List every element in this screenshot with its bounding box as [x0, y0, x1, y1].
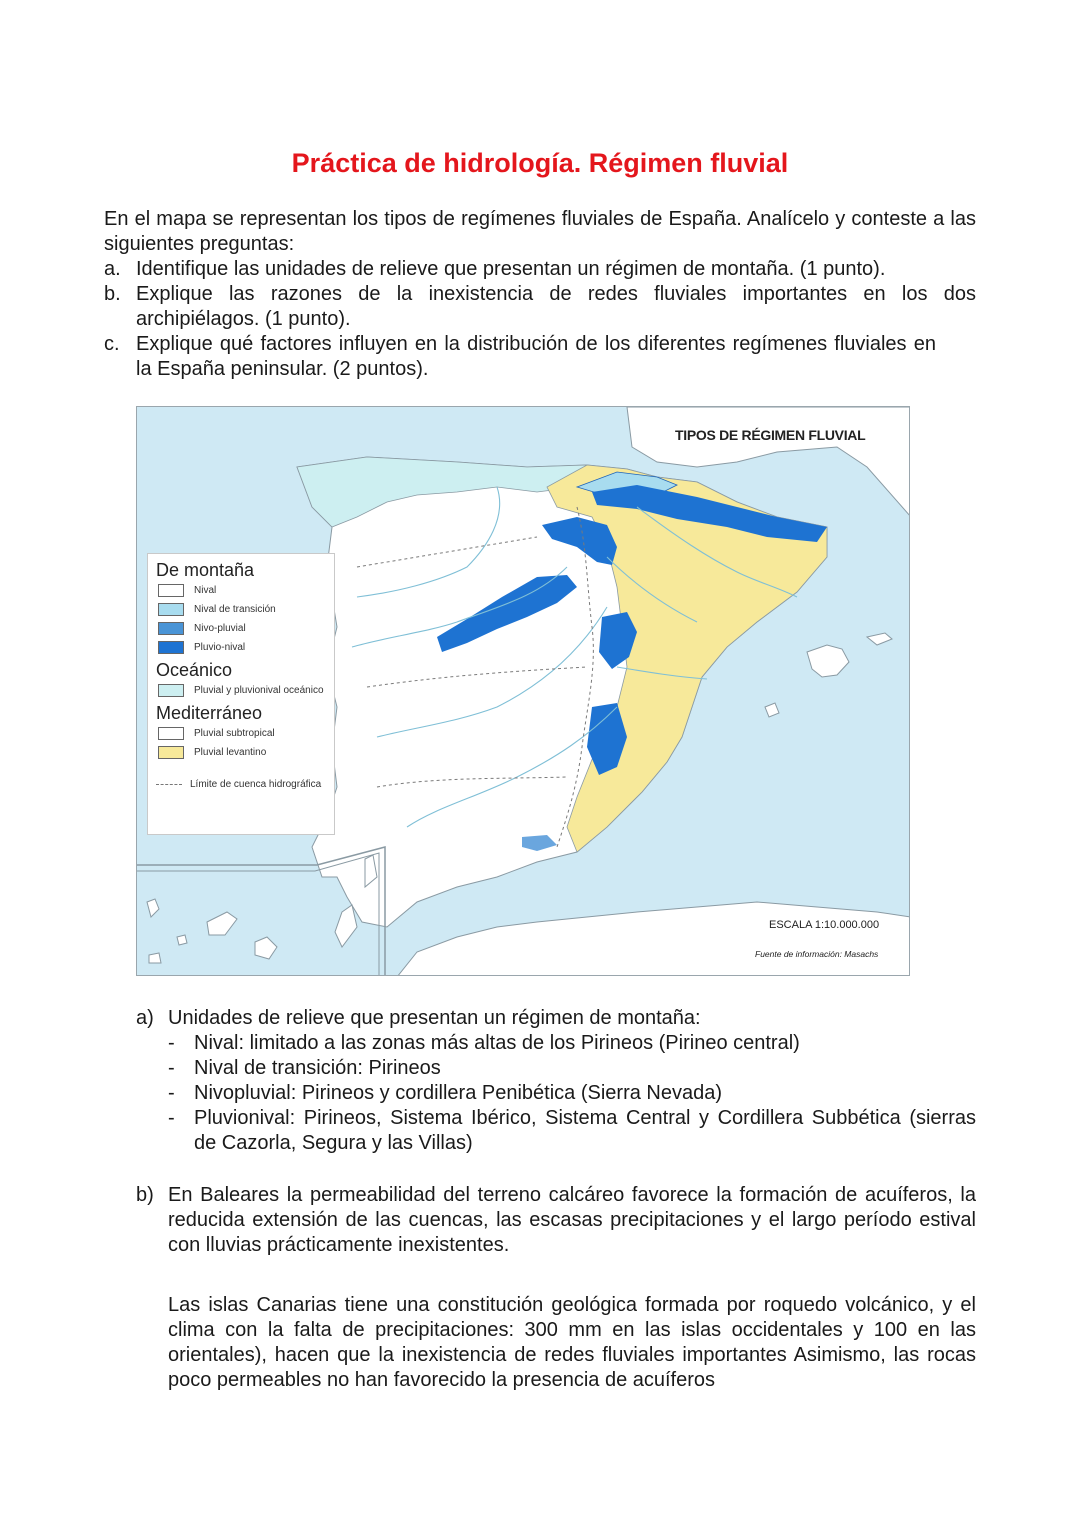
bullet-text: Nivopluvial: Pirineos y cordillera Penibética (Sierra Nevada) [194, 1082, 723, 1104]
answer-bullet [168, 1056, 976, 1081]
question-b [104, 282, 976, 332]
legend-label: Nival [194, 585, 217, 596]
answer-text: Unidades de relieve que presentan un régimen de montaña: [168, 1007, 701, 1029]
answer-text: En Baleares la permeabilidad del terreno calcáreo favorece la formación de acuíferos, la reducida extensión de las cuencas, las escasas precipitaciones y el largo período estival con lluvias prácticamente inexistentes. [168, 1184, 976, 1256]
fluvial-regime-map [136, 406, 910, 976]
legend-group-mediterraneo: Mediterráneo [156, 703, 263, 723]
legend-swatch [158, 641, 184, 654]
bullet-text: Nival: limitado a las zonas más altas de los Pirineos (Pirineo central) [194, 1032, 800, 1054]
legend-label: Nival de transición [194, 604, 276, 615]
bullet-text: Nival de transición: Pirineos [194, 1057, 441, 1079]
legend-label: Límite de cuenca hidrográfica [190, 779, 322, 790]
map-title: TIPOS DE RÉGIMEN FLUVIAL [675, 427, 866, 443]
dashed-line-icon [156, 784, 182, 785]
question-letter: c. [104, 333, 120, 355]
legend-swatch [158, 746, 184, 759]
legend-item-basin-limit [156, 779, 326, 790]
question-text: Identifique las unidades de relieve que presentan un régimen de montaña. (1 punto). [136, 258, 886, 280]
answer-bullet [168, 1081, 976, 1106]
legend-item-nival-transicion [158, 603, 326, 616]
bullet-text: Pluvionival: Pirineos, Sistema Ibérico, Sistema Central y Cordillera Subbética (sierras de Cazorla, Segura y las Villas) [194, 1107, 976, 1154]
question-text: Explique las razones de la inexistencia de redes fluviales importantes en los dos archipiélagos. (1 punto). [136, 283, 976, 330]
answer-b-canarias: Las islas Canarias tiene una constitución geológica formada por roquedo volcánico, y el clima con la falta de precipitaciones: 300 mm en las islas occidentales y 100 en las orientales), hacen que la inexistencia de redes fluviales importantes Asimismo, las rocas poco permeables no han favorecido la presencia de acuíferos [168, 1294, 976, 1391]
answer-a-heading [136, 1006, 976, 1031]
menorca [867, 633, 892, 645]
legend-group-montana: De montaña [156, 560, 255, 580]
legend-label: Pluvio-nival [194, 642, 246, 653]
legend-item-nival [158, 584, 326, 597]
answer-letter: a) [136, 1007, 154, 1029]
answer-letter: b) [136, 1184, 154, 1206]
ibiza [765, 703, 779, 717]
legend-item-pluvial-subtropical [158, 727, 326, 740]
africa-land [397, 902, 910, 976]
legend-label: Pluvial levantino [194, 747, 267, 758]
legend-swatch [158, 603, 184, 616]
answer-bullet [168, 1106, 976, 1156]
legend-swatch [158, 622, 184, 635]
question-letter: a. [104, 258, 121, 280]
question-list [104, 257, 976, 382]
legend-group-oceanico: Oceánico [156, 660, 233, 680]
map-source: Fuente de información: Masachs [755, 949, 879, 959]
mallorca [807, 645, 849, 677]
question-c [104, 332, 976, 382]
legend-swatch [158, 584, 184, 597]
legend-label: Pluvial y pluvionival oceánico [194, 685, 324, 696]
map-scale: ESCALA 1:10.000.000 [769, 919, 880, 931]
legend-item-nivo-pluvial [158, 622, 326, 635]
bullet-dash: - [168, 1082, 175, 1104]
bullet-dash: - [168, 1032, 175, 1054]
map-legend [147, 553, 335, 835]
answer-bullet [168, 1031, 976, 1056]
legend-item-pluvial-oceanico [158, 684, 326, 697]
legend-label: Nivo-pluvial [194, 623, 246, 634]
legend-item-pluvio-nival [158, 641, 326, 654]
legend-label: Pluvial subtropical [194, 728, 275, 739]
legend-item-pluvial-levantino [158, 746, 326, 759]
question-letter: b. [104, 283, 121, 305]
answer-b-heading [136, 1183, 976, 1258]
bullet-dash: - [168, 1057, 175, 1079]
legend-swatch [158, 684, 184, 697]
question-text: Explique qué factores influyen en la distribución de los diferentes regímenes fluviales en la España peninsular. (2 puntos). [136, 333, 936, 380]
answers-section [136, 1006, 976, 1393]
page-title: Práctica de hidrología. Régimen fluvial [291, 148, 789, 178]
intro-text: En el mapa se representan los tipos de regímenes fluviales de España. Analícelo y conteste a las siguientes preguntas: [104, 208, 976, 255]
question-a [104, 257, 976, 282]
bullet-dash: - [168, 1107, 175, 1129]
legend-swatch [158, 727, 184, 740]
